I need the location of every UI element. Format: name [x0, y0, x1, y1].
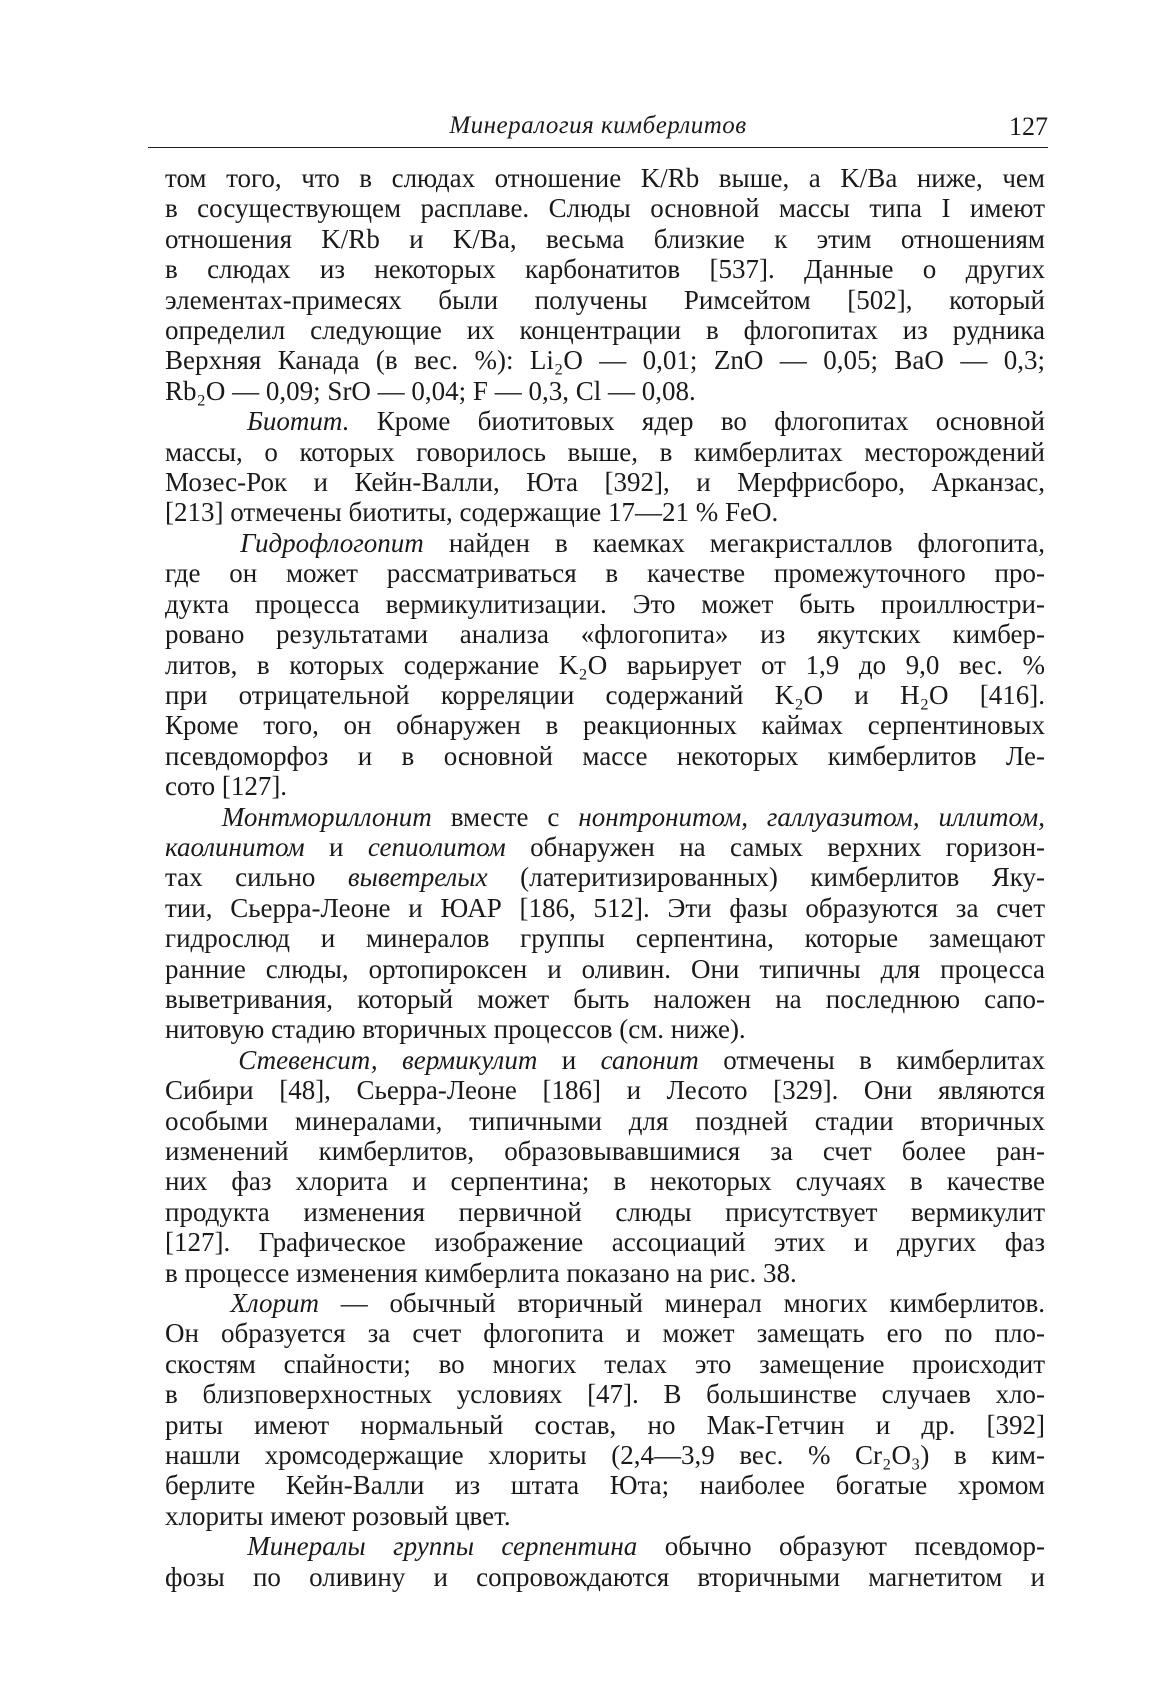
text-line: Сибири [48], Сьерра-Леоне [186] и Лесото [329]. Они являются: [165, 1075, 1045, 1106]
text-line: нитовую стадию вторичных процессов (см. ниже).: [165, 1014, 746, 1045]
text-line: определил следующие их концентрации в флогопитах из рудника: [165, 315, 1045, 346]
text-line: [213] отмечены биотиты, содержащие 17—21 % FeO.: [165, 497, 779, 528]
text-line: элементах-примесях были получены Римсейтом [502], который: [165, 284, 1045, 315]
text-line: [165, 802, 1045, 832]
text-line: скостям спайности; во многих телах это замещение происходит: [165, 1348, 1045, 1379]
paragraph-montmorillonite: [165, 802, 1045, 1045]
running-title: Минералогия кимберлитов: [449, 112, 747, 139]
mineral-term: каолинитом: [165, 831, 305, 862]
text-line: литов, в которых содержание K₂O варьирует от 1,9 до 9,0 вес. %: [165, 649, 1045, 680]
text-line: в слюдах из некоторых карбонатитов [537]. Данные о других: [165, 254, 1045, 285]
text-line: особыми минералами, типичными для поздней стадии вторичных: [165, 1105, 1045, 1136]
text-line: фозы по оливину и сопровождаются вторичными магнетитом и: [165, 1561, 1045, 1592]
text-line: отношения K/Rb и K/Ba, весьма близкие к этим отношениям: [165, 223, 1045, 254]
text-line: [165, 832, 1045, 862]
body-text: [165, 163, 1045, 1592]
text-line: при отрицательной корреляции содержаний K₂O и H₂O [416].: [165, 679, 1045, 710]
text-line: дукта процесса вермикулитизации. Это может быть проиллюстри-: [165, 588, 1045, 619]
text-line: в процессе изменения кимберлита показано на рис. 38.: [165, 1257, 797, 1288]
text-line: берлите Кейн-Валли из штата Юта; наиболее богатые хромом: [165, 1470, 1045, 1501]
text-line: в сосуществующем расплаве. Слюды основной массы типа I имеют: [165, 193, 1045, 224]
text-line: том того, что в слюдах отношение K/Rb выше, а K/Ba ниже, чем: [165, 163, 1045, 193]
text-line: Rb₂O — 0,09; SrO — 0,04; F — 0,3, Cl — 0,08.: [165, 375, 696, 406]
text-line: Кроме того, он обнаружен в реакционных каймах серпентиновых: [165, 710, 1045, 741]
mineral-term: сапонит: [600, 1044, 699, 1075]
paragraph-serpentine: [165, 1531, 1045, 1592]
text-line: [165, 528, 1045, 558]
page-header: [148, 108, 1048, 148]
text-line: Мозес-Рок и Кейн-Валли, Юта [392], и Мерфрисборо, Арканзас,: [165, 467, 1045, 498]
text-segment: вместе с: [450, 801, 560, 832]
text-segment: обнаружен на самых верхних горизон-: [530, 831, 1046, 862]
text-line: [165, 406, 1045, 436]
text-line: [165, 1288, 1045, 1318]
text-line: ранние слюды, ортопироксен и оливин. Они типичны для процесса: [165, 953, 1045, 984]
text-line: риты имеют нормальный состав, но Мак-Гетчин и др. [392]: [165, 1409, 1045, 1440]
text-line: хлориты имеют розовый цвет.: [165, 1500, 511, 1531]
text-line: выветривания, который может быть наложен на последнюю сапо-: [165, 983, 1045, 1014]
mineral-term: Гидрофлогопит: [240, 527, 424, 558]
text-line: где он может рассматриваться в качестве промежуточного про-: [165, 558, 1045, 589]
mineral-term: нонтронитом, галлуазитом, иллитом,: [578, 801, 1045, 832]
text-line: в близповерхностных условиях [47]. В большинстве случаев хло-: [165, 1379, 1045, 1410]
paragraph-stevensite: [165, 1045, 1045, 1288]
text-segment: тах сильно: [165, 862, 316, 893]
text-line: псевдоморфоз и в основной массе некоторых кимберлитов Ле-: [165, 740, 1045, 771]
mineral-term: Биотит.: [246, 406, 350, 437]
text-line: нашли хромсодержащие хлориты (2,4—3,9 вес. % Cr₂O₃) в ким-: [165, 1440, 1045, 1471]
text-segment: (латеритизированных) кимберлитов Яку-: [520, 862, 1045, 893]
mineral-term: Хлорит: [230, 1288, 319, 1319]
paragraph-biotite: [165, 406, 1045, 528]
text-segment: найден в каемках мегакристаллов флогопита,: [448, 527, 1046, 558]
text-line: [165, 1531, 1045, 1561]
mineral-term: Монтмориллонит: [221, 801, 432, 832]
text-segment: обычно образуют псевдомор-: [664, 1531, 1046, 1562]
text-line: них фаз хлорита и серпентина; в некоторых случаях в качестве: [165, 1166, 1045, 1197]
text-line: тии, Сьерра-Леоне и ЮАР [186, 512]. Эти фазы образуются за счет: [165, 892, 1045, 923]
text-segment: и: [561, 1044, 577, 1075]
text-line: изменений кимберлитов, образовывавшимися за счет более ран-: [165, 1136, 1045, 1166]
header-rule: [148, 147, 1048, 148]
text-line: гидрослюд и минералов группы серпентина, которые замещают: [165, 923, 1045, 954]
text-segment: — обычный вторичный минерал многих кимберлитов.: [340, 1288, 1046, 1319]
text-line: массы, о которых говорилось выше, в кимберлитах месторождений: [165, 436, 1045, 467]
mineral-term: Стевенсит, вермикулит: [238, 1044, 538, 1075]
text-segment: Кроме биотитовых ядер во флогопитах основной: [376, 406, 1046, 437]
mineral-term: Минералы группы серпентина: [247, 1531, 638, 1562]
text-segment: отмечены в кимберлитах: [723, 1044, 1045, 1075]
text-line: [165, 1045, 1045, 1075]
text-line: ровано результатами анализа «флогопита» из якутских кимбер-: [165, 619, 1045, 650]
text-line: Верхняя Канада (в вес. %): Li₂O — 0,01; ZnO — 0,05; BaO — 0,3;: [165, 345, 1045, 376]
text-line: Он образуется за счет флогопита и может замещать его по пло-: [165, 1318, 1045, 1349]
text-segment: и: [329, 831, 344, 862]
paragraph-hydrophlogopite: [165, 528, 1045, 802]
text-line: продукта изменения первичной слюды присутствует вермикулит: [165, 1196, 1045, 1227]
page-number: 127: [1009, 112, 1048, 141]
mineral-term: сепиолитом: [367, 831, 506, 862]
paragraph-chlorite: [165, 1288, 1045, 1531]
text-line: [165, 862, 1045, 892]
paragraph-1: [165, 163, 1045, 406]
emphasized-word: выветрелых: [347, 862, 488, 893]
text-line: сото [127].: [165, 771, 288, 802]
text-line: [127]. Графическое изображение ассоциаций этих и других фаз: [165, 1227, 1045, 1258]
